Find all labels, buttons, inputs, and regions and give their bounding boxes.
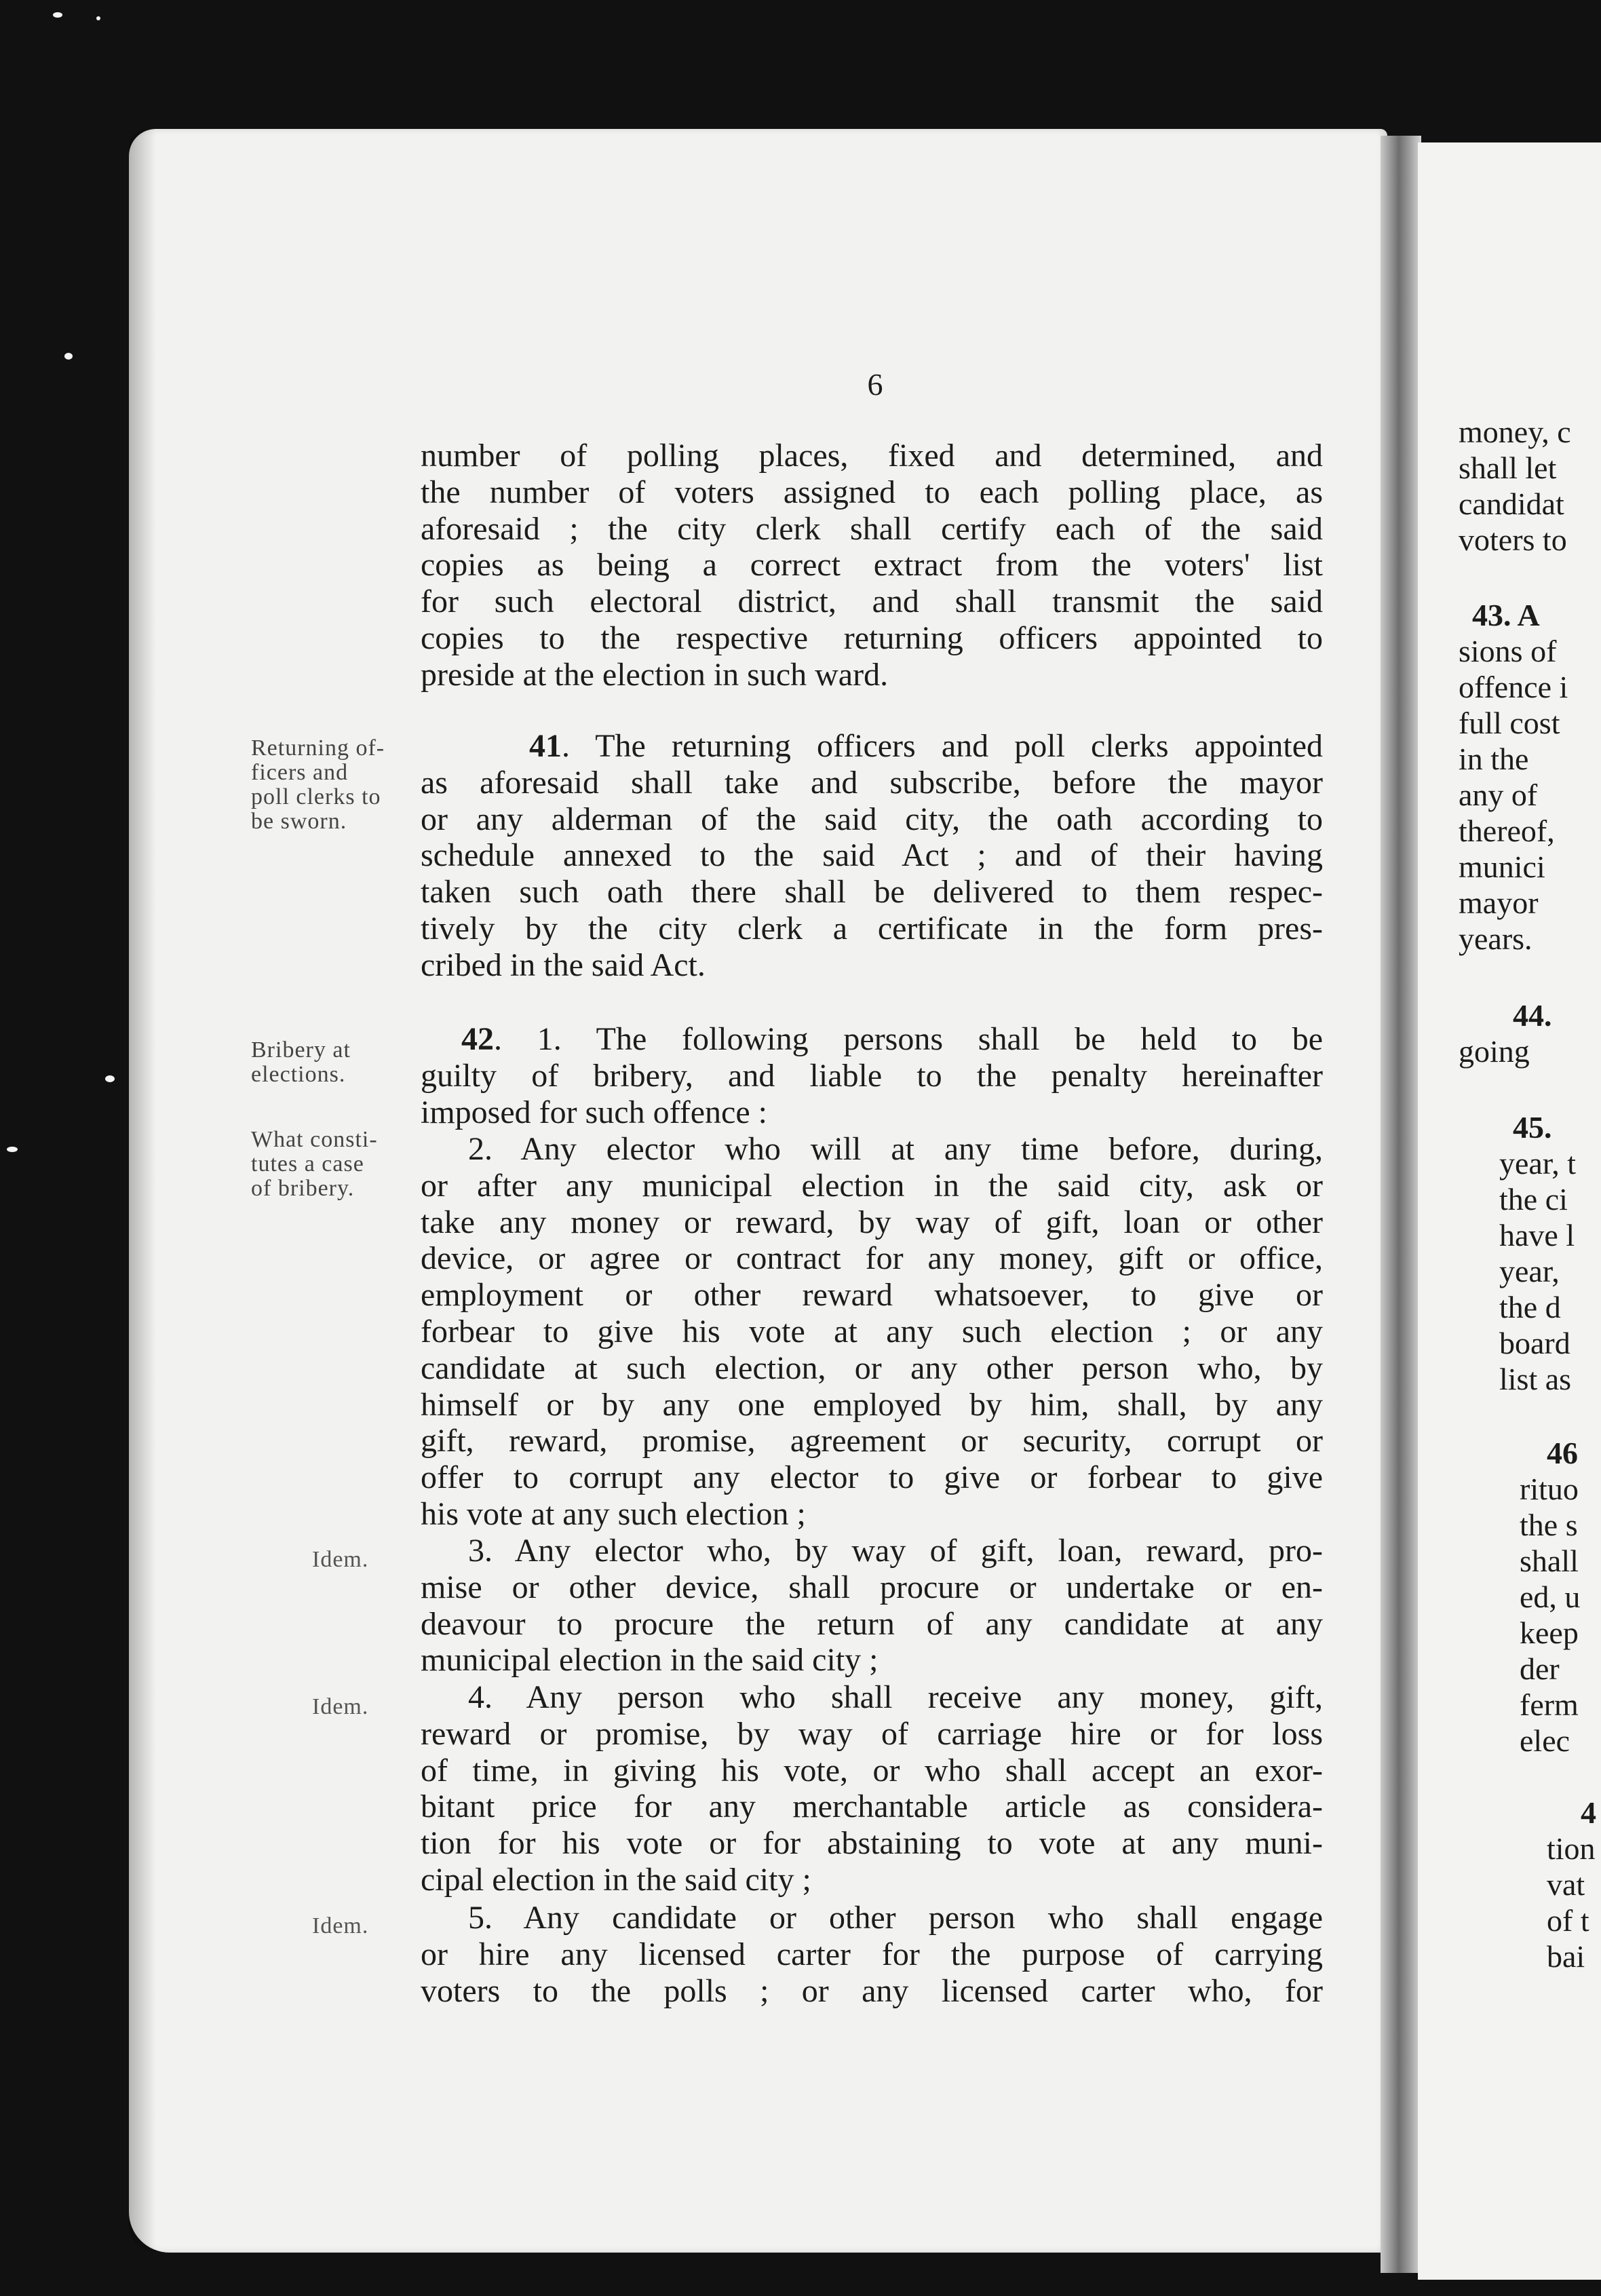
dust-speck <box>96 16 100 20</box>
section-number: 41 <box>529 728 562 764</box>
margin-note-line: tutes a case <box>251 1151 364 1176</box>
text-line: or any alderman of the said city, the oath according to <box>421 801 1323 837</box>
paragraph-42 <box>421 1021 1323 1130</box>
fragment-line: mayor <box>1459 885 1539 920</box>
right-page-text <box>1459 997 1601 1069</box>
fragment-line: 45. <box>1513 1110 1552 1145</box>
text-line: preside at the election in such ward. <box>421 656 889 693</box>
section-number: 42 <box>461 1021 494 1057</box>
fragment-line: thereof, <box>1459 814 1555 848</box>
fragment-line: 44. <box>1513 998 1552 1033</box>
margin-note-what-constitutes <box>251 1128 421 1201</box>
fragment-line: voters to <box>1459 522 1567 557</box>
text-line: for such electoral district, and shall transmit the said <box>421 583 1323 620</box>
text-line: take any money or reward, by way of gift, loan or other <box>421 1204 1323 1240</box>
clause-3 <box>421 1533 1323 1679</box>
fragment-line: the s <box>1520 1508 1578 1542</box>
text-line: schedule annexed to the said Act ; and of their having <box>421 837 1323 874</box>
text-line: voters to the polls ; or any licensed carter who, for <box>421 1972 1323 2009</box>
text-line: gift, reward, promise, agreement or security, corrupt or <box>421 1423 1323 1459</box>
fragment-line: money, c <box>1459 415 1571 449</box>
text-line: the number of voters assigned to each polling place, as <box>421 474 1323 510</box>
text-line: cipal election in the said city ; <box>421 1861 811 1898</box>
right-page-text <box>1459 1435 1601 1759</box>
text-line: cribed in the said Act. <box>421 946 706 983</box>
fragment-line: years. <box>1459 921 1532 956</box>
fragment-line: der <box>1520 1651 1560 1686</box>
margin-note-line: poll clerks to <box>251 784 381 809</box>
margin-note-line: of bribery. <box>251 1176 355 1201</box>
text-line: 2. Any elector who will at any time before, during, <box>468 1131 1323 1167</box>
margin-note-bribery <box>251 1038 421 1087</box>
text-line: offer to corrupt any elector to give or forbear to give <box>421 1459 1323 1496</box>
fragment-line: going <box>1459 1034 1530 1069</box>
margin-note-line: Returning of- <box>251 735 385 761</box>
text-line: mise or other device, shall procure or undertake or en- <box>421 1569 1323 1605</box>
fragment-line: board <box>1499 1326 1570 1360</box>
text-line: candidate at such election, or any other person who, by <box>421 1350 1323 1386</box>
dust-speck <box>53 12 62 18</box>
book-gutter <box>1381 136 1421 2273</box>
clause-5 <box>421 1900 1323 2009</box>
fragment-line: ed, u <box>1520 1580 1581 1614</box>
fragment-line: full cost <box>1459 706 1560 740</box>
fragment-line: list as <box>1499 1362 1572 1396</box>
text-line: as aforesaid shall take and subscribe, before the mayor <box>421 764 1323 801</box>
text-line: employment or other reward whatsoever, to give or <box>421 1277 1323 1314</box>
page-edge-shadow <box>129 129 156 2253</box>
text-line: of time, in giving his vote, or who shall accept an exor- <box>421 1752 1323 1788</box>
text-line: copies to the respective returning officers appointed to <box>421 619 1323 656</box>
margin-note-returning-officers <box>251 736 421 834</box>
text-line: device, or agree or contract for any money, gift or office, <box>421 1240 1323 1277</box>
text-line: bitant price for any merchantable article as considera- <box>421 1788 1323 1825</box>
fragment-line: candidat <box>1459 486 1564 521</box>
text-fragment: . 1. The following persons shall be held to be <box>494 1021 1323 1057</box>
text-line: his vote at any such election ; <box>421 1495 806 1532</box>
right-page-text <box>1459 1109 1601 1397</box>
fragment-line: rituo <box>1520 1472 1579 1506</box>
clause-4 <box>421 1679 1323 1898</box>
text-line: or after any municipal election in the said city, ask or <box>421 1167 1323 1204</box>
fragment-line: vat <box>1547 1867 1585 1902</box>
fragment-line: 46 <box>1547 1436 1578 1470</box>
margin-note-line: elections. <box>251 1062 346 1087</box>
fragment-line: year, t <box>1499 1146 1577 1181</box>
fragment-line: of t <box>1547 1903 1589 1938</box>
text-line: forbear to give his vote at any such election ; or any <box>421 1313 1323 1350</box>
right-page-text <box>1459 414 1601 558</box>
text-line: 4. Any person who shall receive any money, gift, <box>468 1679 1323 1715</box>
text-line <box>421 728 1323 765</box>
fragment-line: 43. A <box>1472 598 1540 632</box>
dust-speck <box>64 353 73 360</box>
dust-speck <box>7 1147 18 1152</box>
text-line: tion for his vote or for abstaining to vote at any muni- <box>421 1825 1323 1862</box>
paragraph-41 <box>421 728 1323 984</box>
fragment-line: elec <box>1520 1723 1570 1758</box>
text-line: imposed for such offence : <box>421 1094 767 1130</box>
fragment-line: keep <box>1520 1615 1579 1650</box>
fragment-line: the ci <box>1499 1182 1568 1217</box>
fragment-line: bai <box>1547 1939 1585 1974</box>
text-line: or hire any licensed carter for the purpose of carrying <box>421 1936 1323 1972</box>
text-line: guilty of bribery, and liable to the penalty hereinafter <box>421 1057 1323 1094</box>
dust-speck <box>105 1075 115 1082</box>
fragment-line: sions of <box>1459 634 1557 668</box>
fragment-line: shall <box>1520 1544 1579 1578</box>
fragment-line: year, <box>1499 1254 1560 1288</box>
text-line <box>421 1021 1323 1058</box>
clause-2 <box>421 1131 1323 1533</box>
right-page-text <box>1459 597 1601 957</box>
fragment-line: tion <box>1547 1831 1596 1866</box>
right-page-text <box>1459 1795 1601 1974</box>
text-line: 3. Any elector who, by way of gift, loan, reward, pro- <box>468 1533 1323 1569</box>
text-line: deavour to procure the return of any candidate at any <box>421 1605 1323 1642</box>
margin-note-line: ficers and <box>251 760 349 785</box>
text-line: aforesaid ; the city clerk shall certify each of the said <box>421 510 1323 547</box>
fragment-line: have l <box>1499 1218 1575 1252</box>
text-line: municipal election in the said city ; <box>421 1642 879 1679</box>
margin-note-idem: Idem. <box>312 1694 369 1719</box>
fragment-line: any of <box>1459 778 1538 812</box>
text-line: taken such oath there shall be delivered to them respec- <box>421 874 1323 911</box>
margin-note-line: be sworn. <box>251 809 347 834</box>
fragment-line: munici <box>1459 849 1545 884</box>
fragment-line: in the <box>1459 742 1529 776</box>
text-line: tively by the city clerk a certificate in the form pres- <box>421 910 1323 946</box>
fragment-line: 4 <box>1581 1795 1596 1830</box>
fragment-line: the d <box>1499 1290 1561 1324</box>
text-line: 5. Any candidate or other person who shall engage <box>468 1900 1323 1936</box>
text-line: reward or promise, by way of carriage hire or for loss <box>421 1715 1323 1752</box>
page-number: 6 <box>867 367 883 402</box>
margin-note-idem: Idem. <box>312 1547 369 1572</box>
text-line: copies as being a correct extract from the voters' list <box>421 547 1323 583</box>
text-line: himself or by any one employed by him, shall, by any <box>421 1386 1323 1423</box>
margin-note-line: Bribery at <box>251 1037 351 1063</box>
paragraph-intro <box>421 438 1323 693</box>
fragment-line: offence i <box>1459 670 1568 704</box>
margin-note-idem: Idem. <box>312 1913 369 1938</box>
margin-note-line: What consti- <box>251 1127 378 1152</box>
text-fragment: . The returning officers and poll clerks appointed <box>562 728 1323 764</box>
fragment-line: shall let <box>1459 451 1557 485</box>
fragment-line: ferm <box>1520 1687 1579 1722</box>
text-line: number of polling places, fixed and determined, and <box>421 438 1323 474</box>
